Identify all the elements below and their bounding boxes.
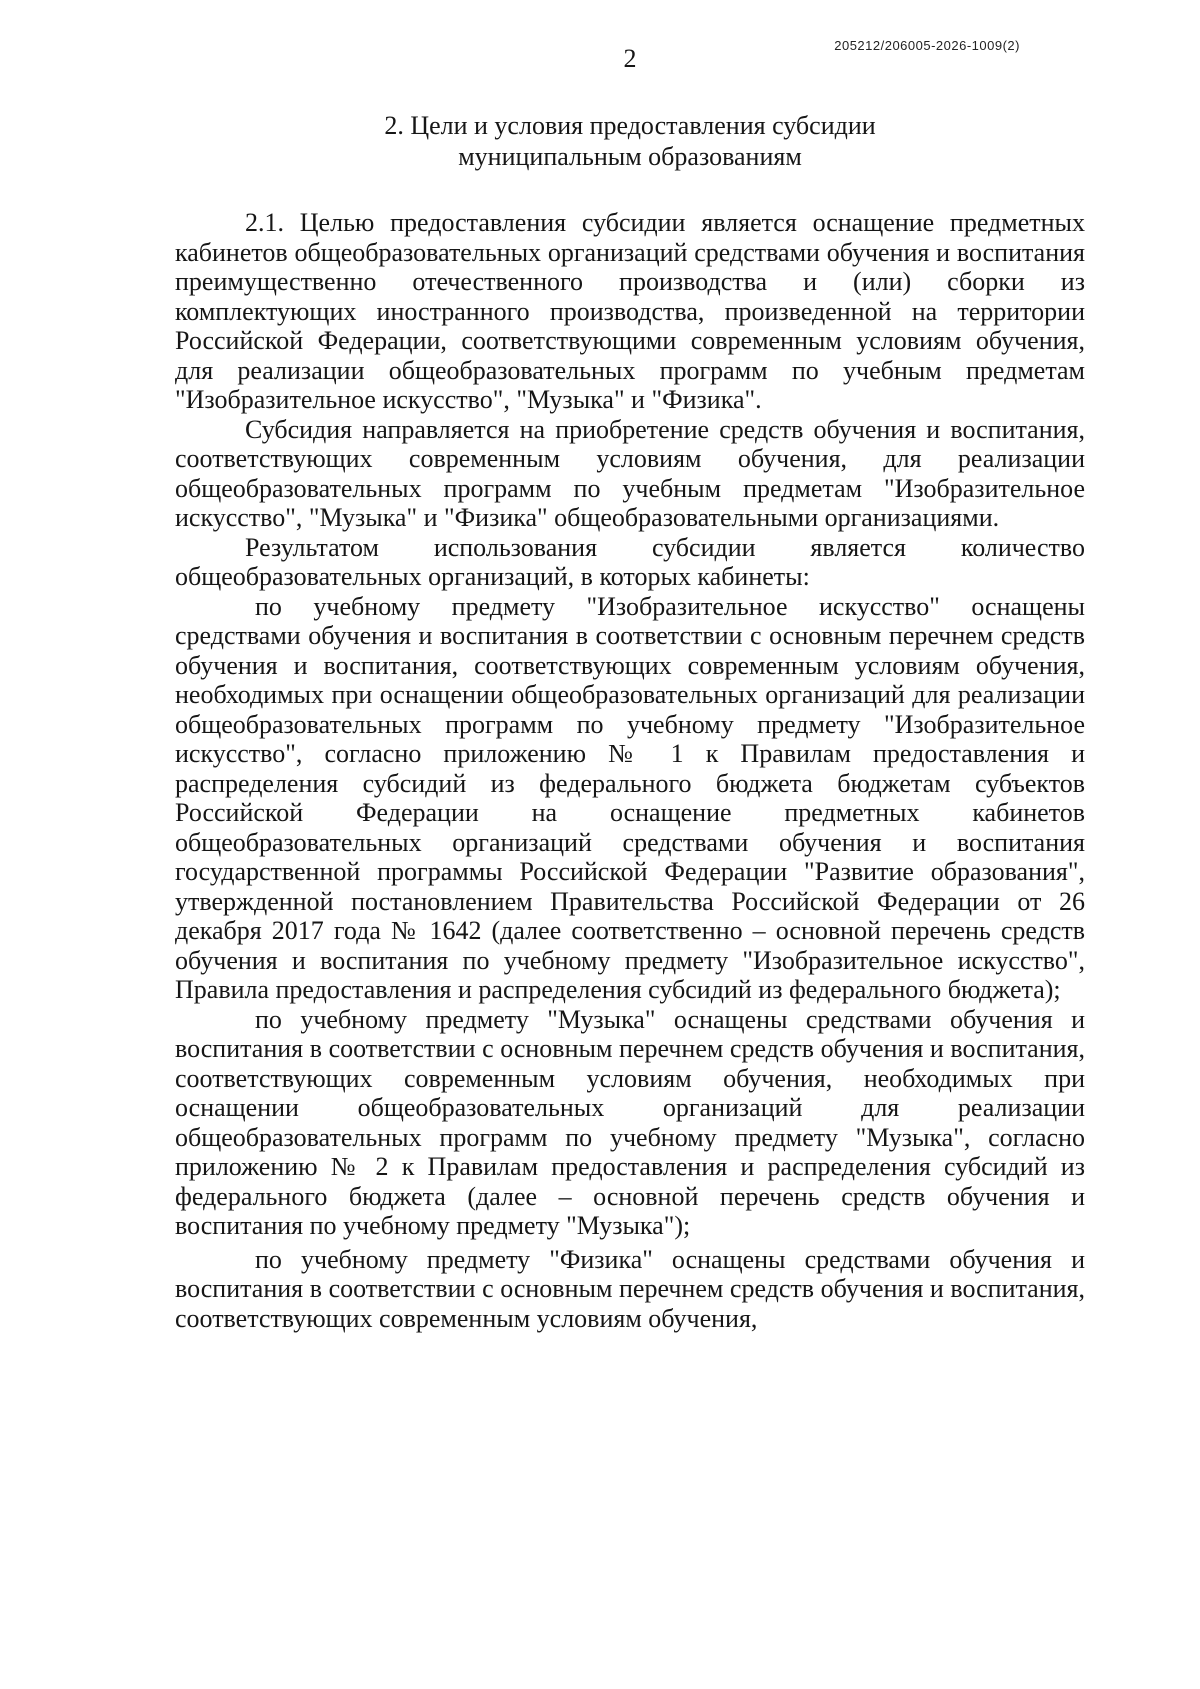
document-id: 205212/206005-2026-1009(2) [834,38,1020,53]
paragraph-goal: 2.1. Целью предоставления субсидии является оснащение предметных кабинетов общеобразовательных организаций средствами обучения и воспитания преимущественно отечественного производства и (или) сборки из комплектующих иностранного производства, произведенной на территории Российской Федерации, соответствующими современным условиям обучения, для реализации общеобразовательных программ по учебным предметам "Изобразительное искусство", "Музыка" и "Физика". [175,208,1085,414]
paragraph-music-subject: по учебному предмету "Музыка" оснащены средствами обучения и воспитания в соответствии с основным перечнем средств обучения и воспитания, соответствующих современным условиям обучения, необходимых при оснащении общеобразовательных организаций для реализации общеобразовательных программ по учебному предмету "Музыка", согласно приложению № 2 к Правилам предоставления и распределения субсидий из федерального бюджета (далее – основной перечень средств обучения и воспитания по учебному предмету "Музыка"); [175,1004,1085,1240]
section-title-line-1: 2. Цели и условия предоставления субсидии [384,111,876,140]
paragraph-art-subject: по учебному предмету "Изобразительное искусство" оснащены средствами обучения и воспитания в соответствии с основным перечнем средств обучения и воспитания, соответствующих современным условиям обучения, необходимых при оснащении общеобразовательных организаций для реализации общеобразовательных программ по учебному предмету "Изобразительное искусство", согласно приложению № 1 к Правилам предоставления и распределения субсидий из федерального бюджета бюджетам субъектов Российской Федерации на оснащение предметных кабинетов общеобразовательных организаций средствами обучения и воспитания государственной программы Российской Федерации "Развитие образования", утвержденной постановлением Правительства Российской Федерации от 26 декабря 2017 года № 1642 (далее соответственно – основной перечень средств обучения и воспитания по учебному предмету "Изобразительное искусство", Правила предоставления и распределения субсидий из федерального бюджета); [175,591,1085,1004]
document-body [175,208,1085,1333]
paragraph-result: Результатом использования субсидии является количество общеобразовательных организаций, в которых кабинеты: [175,532,1085,591]
section-heading [0,110,1200,172]
section-title-line-2: муниципальным образованиям [458,142,802,171]
paragraph-physics-subject: по учебному предмету "Физика" оснащены средствами обучения и воспитания в соответствии с основным перечнем средств обучения и воспитания, соответствующих современным условиям обучения, [175,1244,1085,1333]
paragraph-subsidy-purpose: Субсидия направляется на приобретение средств обучения и воспитания, соответствующих современным условиям обучения, для реализации общеобразовательных программ по учебным предметам "Изобразительное искусство", "Музыка" и "Физика" общеобразовательными организациями. [175,414,1085,532]
page-number: 2 [623,44,637,73]
